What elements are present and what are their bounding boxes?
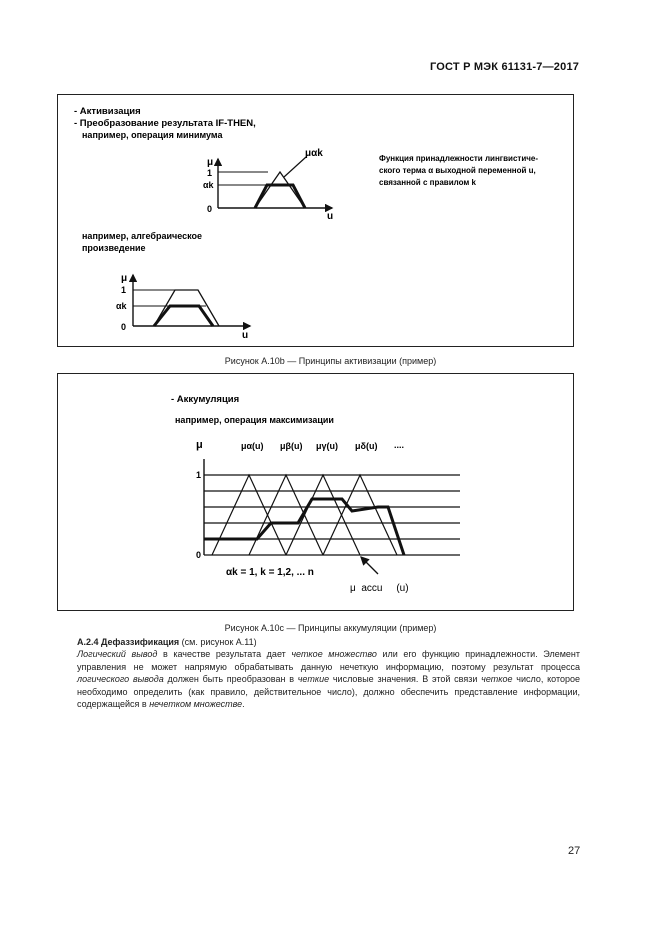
figure-b-example-prod-line1: например, алгебраическое (82, 231, 203, 241)
triangle-mu-gamma (286, 475, 360, 555)
term-logical-inference: Логический вывод (77, 649, 158, 660)
figure-accumulation-frame (57, 373, 574, 611)
page-number: 27 (568, 845, 581, 857)
mu-label-beta: μβ(u) (280, 441, 303, 451)
mu-label-gamma: μγ(u) (316, 441, 339, 451)
figure-c-title: - Аккумуляция (171, 394, 240, 405)
chart-min-u-label: u (327, 211, 334, 222)
body-text (77, 636, 580, 710)
triangle-mu-beta (249, 475, 323, 555)
chart-prod-activated (154, 306, 213, 326)
mu-accu-label: μ accu (u) (350, 583, 409, 594)
chart-prod-alpha-k: αk (116, 301, 127, 311)
chart-min-membership (255, 172, 305, 208)
figure-activation (58, 95, 573, 346)
figure-c-caption: Рисунок А.10с — Принципы аккумуляции (пример) (224, 623, 437, 633)
annotation-line2: ского терма α выходной переменной u, (379, 166, 536, 175)
chart-min-mu-alpha-k: μαk (305, 148, 323, 159)
figure-c-gridlines (204, 475, 460, 555)
text-run: число, которое необходимо определить (как правило, действительное число), должно обеспечить представление информации, содержащейся в (77, 674, 580, 710)
chart-min-pointer (284, 157, 306, 177)
text-run: в качестве результата дает (157, 649, 292, 660)
triangle-mu-alpha (212, 475, 286, 555)
section-number: А.2.4 (77, 637, 99, 647)
figure-c-tick-zero: 0 (196, 550, 202, 560)
chart-min-alpha-k: αk (203, 180, 214, 190)
term-crisp-set: четкое множество (291, 649, 377, 660)
text-run: должен быть преобразован в (163, 674, 298, 685)
figure-c-mu-axis-label: μ (196, 439, 203, 451)
figure-activation-frame (57, 94, 574, 347)
section-title: Дефаззификация (101, 637, 180, 647)
figure-b-caption: Рисунок А.10b — Принципы активизации (пример) (224, 356, 437, 366)
text-run: или его функцию принадлежности. Элемент управления не может напрямую обрабатывать данную нечеткую информацию, поэтому результат процесса (77, 649, 580, 672)
figure-b-title-line1: - Активизация (74, 106, 141, 117)
chart-min-tick-zero: 0 (207, 204, 213, 214)
figure-b-example-prod-line2: произведение (82, 243, 146, 253)
annotation-line3: связанной с правилом k (379, 178, 476, 187)
paragraph (77, 648, 580, 710)
chart-min-mu-label: μ (207, 157, 214, 168)
chart-prod-u-label: u (242, 330, 249, 341)
annotation-line1: Функция принадлежности лингвистиче- (379, 154, 538, 163)
term-crisp: четкие (297, 674, 330, 685)
accu-arrow (361, 557, 378, 574)
term-logical-inference-2: логического вывода (77, 674, 164, 685)
section-heading (77, 636, 580, 648)
mu-label-ellipsis: .... (394, 440, 405, 450)
figure-b-example-min: например, операция минимума (82, 130, 223, 140)
mu-label-alpha: μα(u) (241, 441, 264, 451)
chart-min (203, 148, 333, 222)
text-run: . (242, 699, 245, 710)
alpha-equation: αk = 1, k = 1,2, ... n (226, 567, 314, 578)
section-ref: (см. рисунок А.11) (181, 637, 257, 647)
chart-product (116, 273, 250, 341)
figure-b-title-line2: - Преобразование результата IF-THEN, (74, 118, 256, 129)
document-header: ГОСТ Р МЭК 61131-7—2017 (430, 61, 580, 73)
term-fuzzy-set: нечетком множестве (149, 699, 243, 710)
mu-label-delta: μδ(u) (355, 441, 378, 451)
chart-min-tick-one: 1 (207, 168, 213, 178)
figure-accumulation (58, 374, 573, 610)
chart-prod-mu-label: μ (121, 273, 128, 284)
figure-c-example-max: например, операция максимизации (175, 415, 334, 425)
text-run: числовые значения. В этой связи (329, 674, 482, 685)
chart-min-activated (255, 185, 305, 208)
chart-prod-tick-zero: 0 (121, 322, 127, 332)
figure-c-tick-one: 1 (196, 470, 202, 480)
term-crisp-2: четкое (481, 674, 513, 685)
triangle-mu-delta (323, 475, 397, 555)
chart-prod-tick-one: 1 (121, 285, 127, 295)
